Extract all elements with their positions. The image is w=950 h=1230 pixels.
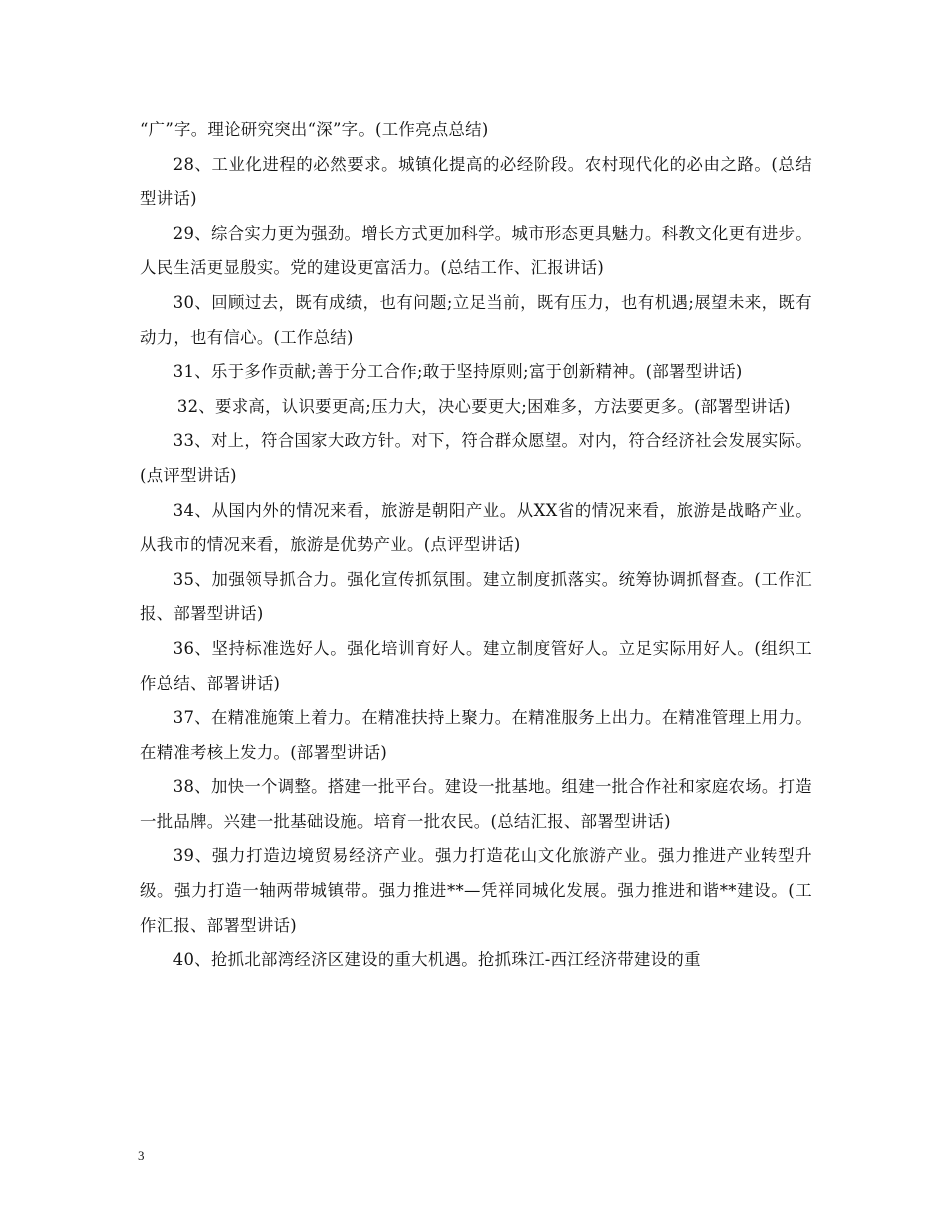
document-body (140, 113, 812, 978)
paragraph-39: 39、强力打造边境贸易经济产业。强力打造花山文化旅游产业。强力推进产业转型升级。强力打造一轴两带城镇带。强力推进**—凭祥同城化发展。强力推进和谐**建设。(工作汇报、部署型讲话) (140, 846, 812, 935)
paragraph-36: 36、坚持标准选好人。强化培训育好人。建立制度管好人。立足实际用好人。(组织工作总结、部署讲话) (140, 638, 812, 693)
paragraph-38: 38、加快一个调整。搭建一批平台。建设一批基地。组建一批合作社和家庭农场。打造一批品牌。兴建一批基础设施。培育一批农民。(总结汇报、部署型讲话) (140, 777, 812, 831)
paragraph-29: 29、综合实力更为强劲。增长方式更加科学。城市形态更具魅力。科教文化更有进步。人民生活更显殷实。党的建设更富活力。(总结工作、汇报讲话) (140, 223, 812, 278)
paragraph-37: 37、在精准施策上着力。在精准扶持上聚力。在精准服务上出力。在精准管理上用力。在精准考核上发力。(部署型讲话) (140, 708, 812, 762)
paragraph-continuation: “广”字。理论研究突出“深”字。(工作亮点总结) (140, 120, 489, 139)
paragraph-35: 35、加强领导抓合力。强化宣传抓氛围。建立制度抓落实。统筹协调抓督查。(工作汇报、部署型讲话) (140, 569, 812, 624)
paragraph-33: 33、对上，符合国家大政方针。对下，符合群众愿望。对内，符合经济社会发展实际。(点评型讲话) (140, 431, 812, 485)
paragraph-30: 30、回顾过去，既有成绩，也有问题;立足当前，既有压力，也有机遇;展望未来，既有动力，也有信心。(工作总结) (140, 292, 812, 347)
paragraph-28: 28、工业化进程的必然要求。城镇化提高的必经阶段。农村现代化的必由之路。(总结型讲话) (140, 154, 812, 209)
paragraph-34: 34、从国内外的情况来看，旅游是朝阳产业。从XX省的情况来看，旅游是战略产业。从我市的情况来看，旅游是优势产业。(点评型讲话) (140, 500, 812, 555)
paragraph-32: 32、要求高，认识要更高;压力大，决心要更大;困难多，方法要更多。(部署型讲话) (176, 396, 791, 416)
paragraph-31: 31、乐于多作贡献;善于分工合作;敢于坚持原则;富于创新精神。(部署型讲话) (172, 362, 743, 382)
page-number: 3 (138, 1148, 145, 1163)
paragraph-40: 40、抢抓北部湾经济区建设的重大机遇。抢抓珠江-西江经济带建设的重 (172, 950, 701, 970)
